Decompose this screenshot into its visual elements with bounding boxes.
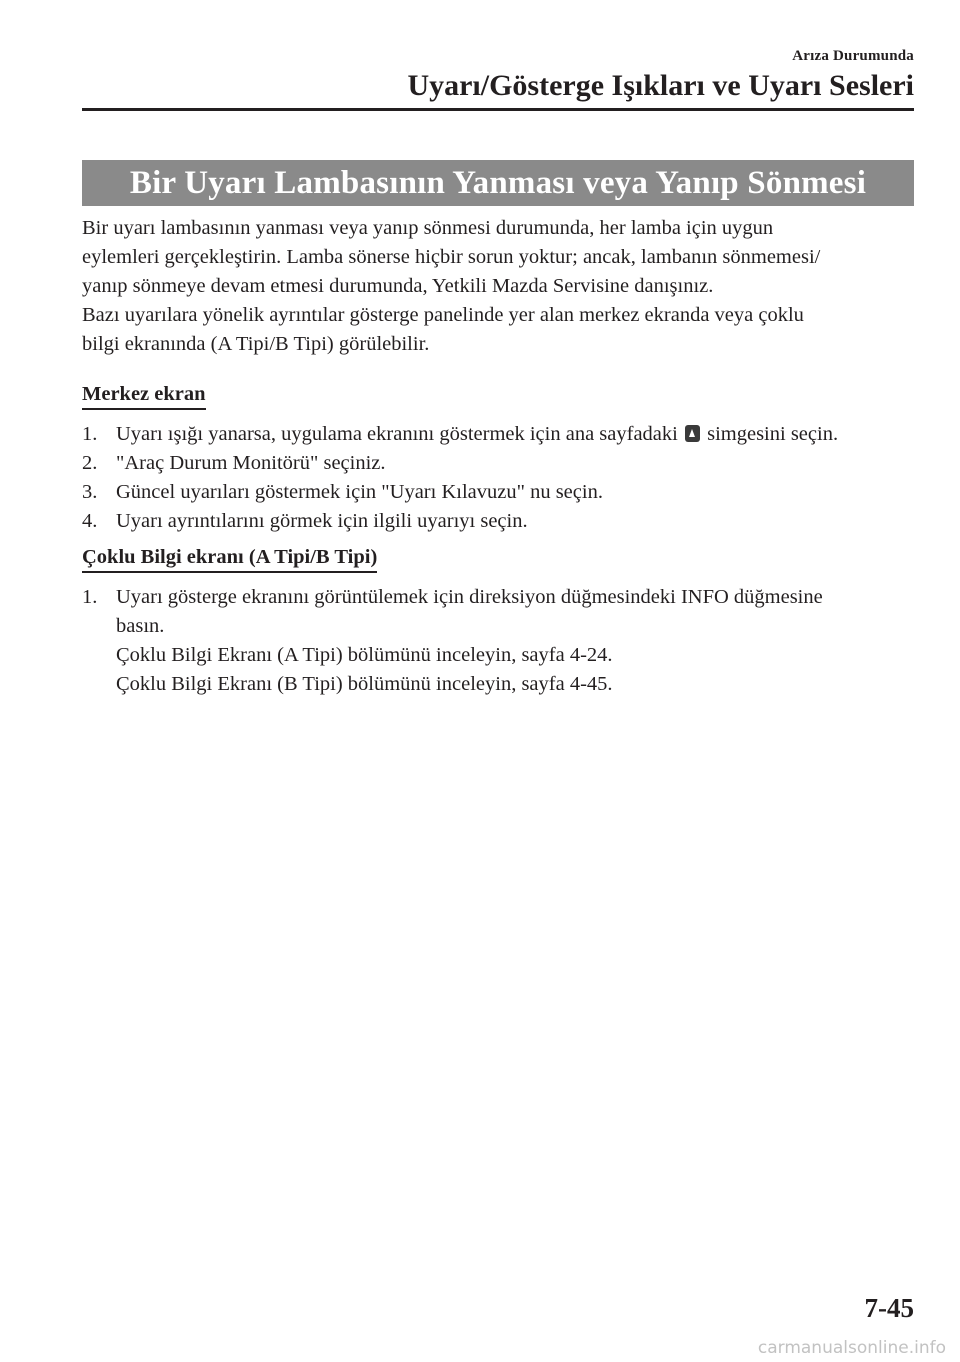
step-number: 3. (82, 481, 98, 503)
step-text: Uyarı gösterge ekranını görüntülemek için direksiyon düğmesindeki INFO düğmesine (116, 586, 823, 608)
step-text (116, 420, 838, 449)
step-text-continued: basın. (116, 615, 165, 637)
step-text: Uyarı ayrıntılarını görmek için ilgili uyarıyı seçin. (116, 510, 528, 532)
page-content (82, 214, 914, 699)
list-item (82, 507, 914, 536)
step-number: 2. (82, 452, 98, 474)
intro-line: Bazı uyarılara yönelik ayrıntılar gösterge panelinde yer alan merkez ekranda veya çoklu (82, 304, 804, 326)
header-rule (82, 108, 914, 111)
page-reference: Çoklu Bilgi Ekranı (A Tipi) bölümünü inceleyin, sayfa 4-24. (116, 644, 613, 666)
intro-line: yanıp sönmeye devam etmesi durumunda, Yetkili Mazda Servisine danışınız. (82, 275, 714, 297)
list-item (82, 583, 914, 612)
list-item (82, 420, 914, 449)
section-title: Uyarı/Gösterge Işıkları ve Uyarı Sesleri (407, 69, 914, 102)
multi-info-steps (82, 583, 914, 612)
step-text-before: Uyarı ışığı yanarsa, uygulama ekranını göstermek için ana sayfadaki (116, 423, 678, 445)
applications-icon (685, 425, 700, 442)
list-item (82, 478, 914, 507)
subheading-multi-info-display: Çoklu Bilgi ekranı (A Tipi/B Tipi) (82, 544, 377, 573)
page-title: Bir Uyarı Lambasının Yanması veya Yanıp Sönmesi (82, 160, 914, 206)
list-item (82, 449, 914, 478)
subheading-center-display: Merkez ekran (82, 381, 206, 410)
step-text: Güncel uyarıları göstermek için "Uyarı Kılavuzu" nu seçin. (116, 481, 603, 503)
step-number: 4. (82, 510, 98, 532)
watermark: carmanualsonline.info (757, 1338, 946, 1358)
step-text: "Araç Durum Monitörü" seçiniz. (116, 452, 386, 474)
spacer (82, 359, 914, 373)
intro-line: Bir uyarı lambasının yanması veya yanıp sönmesi durumunda, her lamba için uygun (82, 217, 774, 239)
step-number: 1. (82, 586, 98, 608)
step-number: 1. (82, 423, 98, 445)
intro-line: eylemleri gerçekleştirin. Lamba sönerse hiçbir sorun yoktur; ancak, lambanın sönmemesi/ (82, 246, 821, 268)
center-display-steps (82, 420, 914, 536)
intro-line: bilgi ekranında (A Tipi/B Tipi) görülebilir. (82, 333, 430, 355)
page-number: 7-45 (864, 1293, 914, 1323)
page-header (407, 48, 914, 102)
page-reference: Çoklu Bilgi Ekranı (B Tipi) bölümünü inceleyin, sayfa 4-45. (116, 673, 613, 695)
step-text-after: simgesini seçin. (707, 423, 839, 445)
chapter-label: Arıza Durumunda (792, 48, 914, 64)
